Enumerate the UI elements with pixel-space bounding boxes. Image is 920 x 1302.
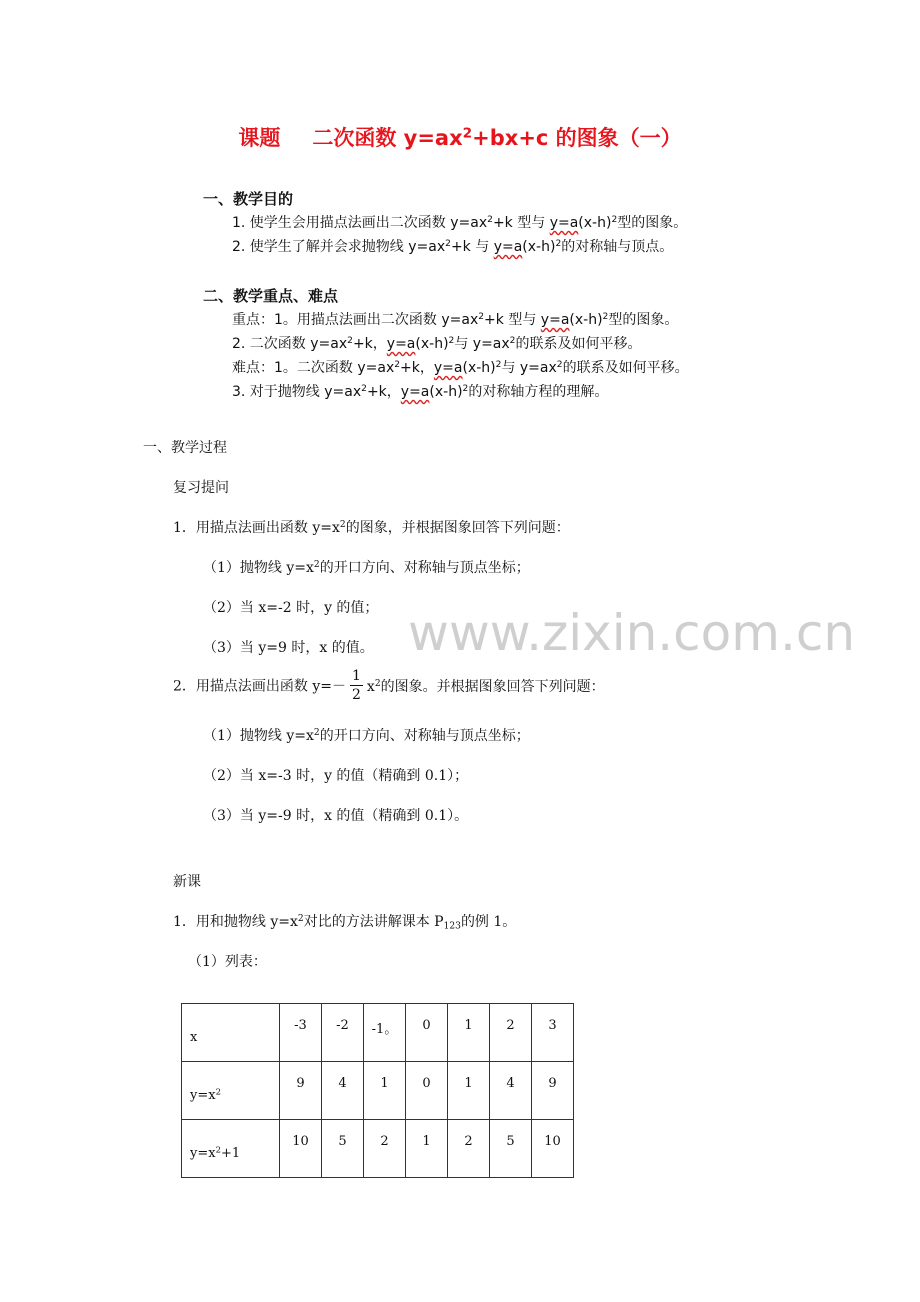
- review-heading: 复习提问: [173, 480, 229, 496]
- row-label: $y=x^2+1$: [182, 1120, 280, 1178]
- aim-item-1: 1. 使学生会用描点法画出二次函数 $y=ax^2+k$ 型与 $y=a(x-h)^2$型的图象。: [232, 215, 688, 231]
- watermark: www.zixin.com.cn: [408, 604, 856, 662]
- table-cell: 4: [322, 1062, 364, 1120]
- table-cell: 2: [364, 1120, 406, 1178]
- difficulty-line: 难点：1。二次函数 $y=ax^2+k$，$y=a(x-h)^2$与 $y=ax^2$的联系及如何平移。: [232, 360, 689, 376]
- fraction-one-half: $\frac{1}{2}$: [352, 668, 361, 703]
- table-cell: 10: [280, 1120, 322, 1178]
- process-heading: 一、教学过程: [143, 440, 227, 456]
- question-1c: （3）当 y=9 时，x 的值。: [203, 640, 374, 656]
- page-title: 课题 二次函数 $y=ax^2+bx+c$ 的图象（一）: [238, 125, 682, 150]
- row-label: x: [182, 1004, 280, 1062]
- question-1: 1．用描点法画出函数 $y=x^2$的图象，并根据图象回答下列问题：: [173, 520, 570, 536]
- question-2c: （3）当 y=-9 时，x 的值（精确到 0.1）。: [203, 808, 469, 824]
- table-cell: 1: [364, 1062, 406, 1120]
- table-cell: 5: [322, 1120, 364, 1178]
- table-cell: 0: [406, 1004, 448, 1062]
- table-row: [182, 1004, 574, 1062]
- table-cell: 1: [448, 1062, 490, 1120]
- value-table: [181, 1003, 574, 1178]
- question-1b: （2）当 x=-2 时，y 的值；: [203, 600, 379, 616]
- aim-item-2: 2. 使学生了解并会求抛物线 $y=ax^2+k$ 与 $y=a(x-h)^2$的对称轴与顶点。: [232, 239, 674, 255]
- table-cell: 4: [490, 1062, 532, 1120]
- new-lesson-heading: 新课: [173, 874, 201, 890]
- new-lesson-item-1: 1．用和抛物线 $y=x^2$对比的方法讲解课本 $P_{123}$的例 1。: [173, 914, 517, 932]
- table-cell: -1。: [364, 1004, 406, 1062]
- table-row: [182, 1120, 574, 1178]
- question-2: 2．用描点法画出函数 y=－ $\frac{1}{2}$ $x^2$的图象。并根据图象回答下列问题：: [173, 668, 605, 703]
- table-cell: 5: [490, 1120, 532, 1178]
- table-cell: 0: [406, 1062, 448, 1120]
- table-cell: 2: [490, 1004, 532, 1062]
- table-cell: 2: [448, 1120, 490, 1178]
- key-point-line: 重点：1。用描点法画出二次函数 $y=ax^2+k$ 型与 $y=a(x-h)^2$型的图象。: [232, 312, 679, 328]
- table-cell: 10: [532, 1120, 574, 1178]
- section2-heading: 二、教学重点、难点: [203, 287, 339, 305]
- table-cell: 1: [406, 1120, 448, 1178]
- table-cell: 3: [532, 1004, 574, 1062]
- table-row: [182, 1062, 574, 1120]
- table-cell: 1: [448, 1004, 490, 1062]
- table-cell: -2: [322, 1004, 364, 1062]
- question-2b: （2）当 x=-3 时，y 的值（精确到 0.1）；: [203, 768, 469, 784]
- section1-heading: 一、教学目的: [203, 190, 294, 208]
- table-cell: -3: [280, 1004, 322, 1062]
- table-cell: 9: [532, 1062, 574, 1120]
- difficulty-line-3: 3. 对于抛物线 $y=ax^2+k$，$y=a(x-h)^2$的对称轴方程的理解。: [232, 384, 609, 400]
- new-lesson-step-1: （1）列表：: [188, 954, 267, 970]
- question-2a: （1）抛物线 $y=x^2$的开口方向、对称轴与顶点坐标；: [203, 728, 530, 744]
- key-point-line-2: 2. 二次函数 $y=ax^2+k$，$y=a(x-h)^2$与 $y=ax^2$的联系及如何平移。: [232, 336, 642, 352]
- table-cell: 9: [280, 1062, 322, 1120]
- row-label: $y=x^2$: [182, 1062, 280, 1120]
- question-1a: （1）抛物线 $y=x^2$的开口方向、对称轴与顶点坐标；: [203, 560, 530, 576]
